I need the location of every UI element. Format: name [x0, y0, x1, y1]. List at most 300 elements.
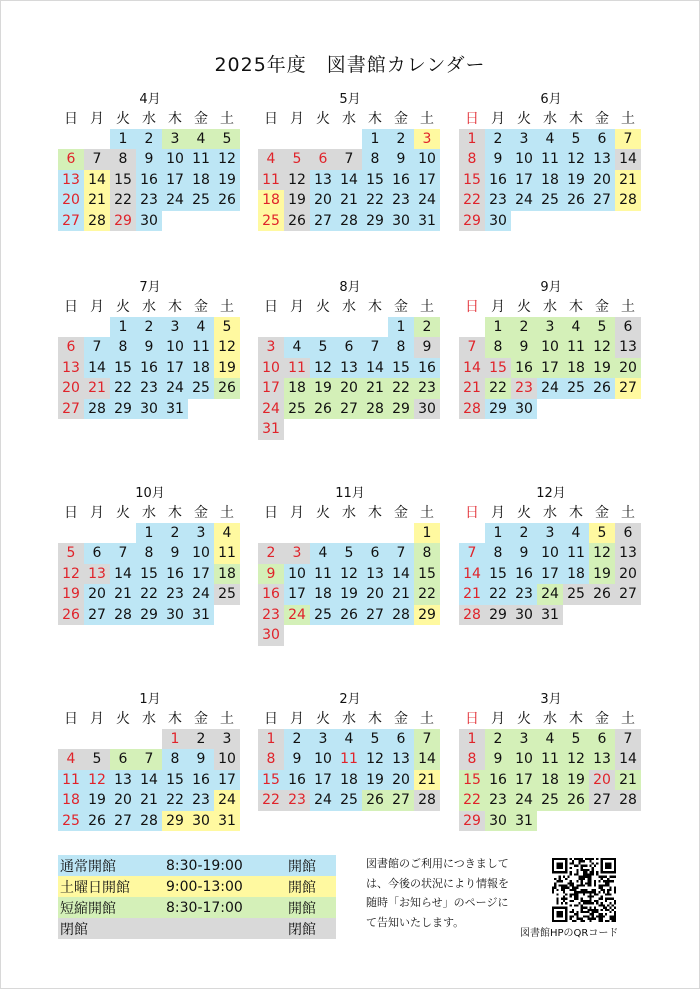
day-cell: 8	[485, 337, 511, 358]
day-cell: 1	[110, 317, 136, 338]
day-cell: 2	[485, 129, 511, 150]
day-cell: 19	[214, 358, 240, 379]
month-calendar	[258, 92, 440, 231]
day-cell: 17	[162, 358, 188, 379]
day-cell: 3	[537, 317, 563, 338]
weekday-header: 日	[465, 299, 479, 316]
month-grid	[258, 708, 440, 811]
notice-line: は、今後の状況により情報を	[366, 876, 509, 890]
day-cell: 24	[310, 790, 336, 811]
day-cell: 19	[284, 190, 310, 211]
day-cell: 27	[58, 399, 84, 420]
day-cell: 27	[615, 584, 641, 605]
day-cell: 21	[459, 584, 485, 605]
day-cell: 30	[511, 605, 537, 626]
empty-cell	[84, 129, 110, 150]
day-cell: 30	[485, 211, 511, 232]
weekday-header: 月	[290, 505, 304, 522]
day-cell: 4	[563, 317, 589, 338]
day-cell: 24	[258, 399, 284, 420]
day-cell: 12	[589, 543, 615, 564]
day-cell: 20	[58, 378, 84, 399]
day-cell: 29	[110, 399, 136, 420]
day-cell: 12	[589, 337, 615, 358]
day-cell: 5	[362, 729, 388, 750]
day-cell: 9	[188, 749, 214, 770]
day-cell: 26	[214, 190, 240, 211]
day-cell: 1	[110, 129, 136, 150]
day-cell: 25	[563, 584, 589, 605]
empty-cell	[58, 317, 84, 338]
empty-cell	[136, 729, 162, 750]
weekday-header: 日	[64, 711, 78, 728]
day-cell: 3	[188, 523, 214, 544]
day-cell: 7	[388, 543, 414, 564]
month-grid	[459, 108, 641, 231]
day-cell: 16	[388, 170, 414, 191]
day-cell: 6	[615, 317, 641, 338]
day-cell: 10	[188, 543, 214, 564]
day-cell: 22	[485, 378, 511, 399]
day-cell: 26	[284, 211, 310, 232]
day-cell: 28	[414, 790, 440, 811]
day-cell: 1	[414, 523, 440, 544]
month-title: 9月	[540, 280, 562, 295]
day-cell: 1	[388, 317, 414, 338]
day-cell: 10	[310, 749, 336, 770]
day-cell: 5	[563, 729, 589, 750]
empty-cell	[362, 523, 388, 544]
day-cell: 6	[388, 729, 414, 750]
day-cell: 2	[284, 729, 310, 750]
day-cell: 27	[589, 190, 615, 211]
weekday-header: 月	[491, 505, 505, 522]
day-cell: 25	[258, 211, 284, 232]
weekday-header: 金	[394, 111, 408, 128]
day-cell: 13	[110, 770, 136, 791]
day-cell: 18	[284, 378, 310, 399]
day-cell: 7	[414, 729, 440, 750]
weekday-header: 日	[465, 711, 479, 728]
day-cell: 5	[589, 317, 615, 338]
day-cell: 19	[589, 564, 615, 585]
weekday-header: 日	[465, 111, 479, 128]
day-cell: 6	[615, 523, 641, 544]
day-cell: 20	[615, 564, 641, 585]
legend-row-regular	[58, 855, 336, 876]
day-cell: 3	[511, 129, 537, 150]
day-cell: 2	[485, 729, 511, 750]
day-cell: 10	[214, 749, 240, 770]
day-cell: 28	[336, 211, 362, 232]
day-cell: 4	[310, 543, 336, 564]
weekday-header: 土	[220, 299, 234, 316]
weekday-header: 木	[168, 711, 182, 728]
day-cell: 18	[188, 358, 214, 379]
weekday-header: 水	[342, 505, 356, 522]
month-calendar	[58, 486, 240, 625]
legend-row-closed	[58, 918, 336, 939]
day-cell: 9	[284, 749, 310, 770]
day-cell: 12	[214, 337, 240, 358]
day-cell: 13	[615, 543, 641, 564]
day-cell: 26	[84, 811, 110, 832]
day-cell: 30	[511, 399, 537, 420]
day-cell: 10	[511, 749, 537, 770]
weekday-header: 火	[116, 711, 130, 728]
month-calendar	[459, 280, 641, 419]
day-cell: 20	[84, 584, 110, 605]
day-cell: 19	[362, 770, 388, 791]
day-cell: 22	[258, 790, 284, 811]
empty-cell	[110, 523, 136, 544]
day-cell: 30	[162, 605, 188, 626]
weekday-header: 土	[621, 711, 635, 728]
day-cell: 13	[310, 170, 336, 191]
month-calendar	[459, 92, 641, 231]
month-grid	[459, 296, 641, 419]
day-cell: 2	[258, 543, 284, 564]
day-cell: 7	[110, 543, 136, 564]
day-cell: 14	[615, 749, 641, 770]
day-cell: 9	[485, 749, 511, 770]
day-cell: 23	[162, 584, 188, 605]
day-cell: 13	[58, 170, 84, 191]
day-cell: 21	[84, 378, 110, 399]
day-cell: 8	[414, 543, 440, 564]
day-cell: 28	[615, 790, 641, 811]
month-title: 10月	[135, 486, 165, 501]
day-cell: 22	[110, 378, 136, 399]
day-cell: 27	[388, 790, 414, 811]
day-cell: 17	[188, 564, 214, 585]
day-cell: 13	[589, 749, 615, 770]
day-cell: 30	[388, 211, 414, 232]
day-cell: 14	[362, 358, 388, 379]
day-cell: 11	[258, 170, 284, 191]
day-cell: 26	[362, 790, 388, 811]
day-cell: 12	[310, 358, 336, 379]
day-cell: 2	[162, 523, 188, 544]
day-cell: 23	[136, 190, 162, 211]
day-cell: 20	[310, 190, 336, 211]
day-cell: 22	[362, 190, 388, 211]
empty-cell	[336, 317, 362, 338]
weekday-header: 土	[220, 111, 234, 128]
weekday-header: 火	[316, 299, 330, 316]
weekday-header: 火	[316, 711, 330, 728]
empty-cell	[110, 729, 136, 750]
day-cell: 5	[58, 543, 84, 564]
day-cell: 28	[615, 190, 641, 211]
day-cell: 21	[136, 790, 162, 811]
day-cell: 23	[511, 584, 537, 605]
day-cell: 21	[414, 770, 440, 791]
day-cell: 9	[414, 337, 440, 358]
day-cell: 25	[214, 584, 240, 605]
day-cell: 7	[459, 337, 485, 358]
weekday-header: 金	[194, 111, 208, 128]
day-cell: 9	[136, 149, 162, 170]
weekday-header: 日	[264, 299, 278, 316]
month-title: 4月	[139, 92, 161, 107]
weekday-header: 日	[64, 299, 78, 316]
day-cell: 17	[214, 770, 240, 791]
empty-cell	[284, 129, 310, 150]
day-cell: 15	[388, 358, 414, 379]
day-cell: 16	[511, 358, 537, 379]
weekday-header: 月	[290, 299, 304, 316]
qr-code-icon[interactable]	[552, 858, 616, 922]
day-cell: 10	[537, 337, 563, 358]
day-cell: 13	[388, 749, 414, 770]
month-grid	[58, 108, 240, 231]
weekday-header: 金	[595, 111, 609, 128]
weekday-header: 火	[517, 111, 531, 128]
day-cell: 11	[537, 149, 563, 170]
weekday-header: 火	[517, 505, 531, 522]
day-cell: 21	[459, 378, 485, 399]
day-cell: 25	[537, 190, 563, 211]
day-cell: 27	[110, 811, 136, 832]
weekday-header: 月	[90, 111, 104, 128]
month-calendar	[58, 280, 240, 419]
day-cell: 16	[188, 770, 214, 791]
weekday-header: 土	[621, 111, 635, 128]
day-cell: 2	[136, 317, 162, 338]
day-cell: 4	[537, 129, 563, 150]
day-cell: 6	[310, 149, 336, 170]
weekday-header: 水	[142, 299, 156, 316]
day-cell: 25	[537, 790, 563, 811]
day-cell: 8	[136, 543, 162, 564]
day-cell: 18	[188, 170, 214, 191]
day-cell: 8	[162, 749, 188, 770]
weekday-header: 水	[543, 505, 557, 522]
day-cell: 27	[58, 211, 84, 232]
day-cell: 6	[58, 149, 84, 170]
weekday-header: 月	[491, 299, 505, 316]
day-cell: 31	[162, 399, 188, 420]
day-cell: 2	[414, 317, 440, 338]
day-cell: 5	[84, 749, 110, 770]
day-cell: 25	[58, 811, 84, 832]
day-cell: 29	[414, 605, 440, 626]
day-cell: 15	[258, 770, 284, 791]
day-cell: 11	[58, 770, 84, 791]
month-title: 11月	[335, 486, 365, 501]
day-cell: 7	[615, 129, 641, 150]
empty-cell	[336, 129, 362, 150]
day-cell: 5	[589, 523, 615, 544]
empty-cell	[258, 129, 284, 150]
month-title: 7月	[139, 280, 161, 295]
calendar-title: 2025年度 図書館カレンダー	[214, 54, 486, 76]
weekday-header: 土	[220, 505, 234, 522]
day-cell: 25	[284, 399, 310, 420]
day-cell: 28	[362, 399, 388, 420]
day-cell: 24	[511, 190, 537, 211]
month-calendar	[459, 486, 641, 625]
day-cell: 27	[589, 790, 615, 811]
day-cell: 4	[537, 729, 563, 750]
day-cell: 15	[485, 358, 511, 379]
day-cell: 18	[563, 358, 589, 379]
weekday-header: 水	[342, 711, 356, 728]
day-cell: 6	[336, 337, 362, 358]
day-cell: 12	[336, 564, 362, 585]
day-cell: 10	[414, 149, 440, 170]
day-cell: 9	[485, 149, 511, 170]
day-cell: 17	[511, 170, 537, 191]
day-cell: 23	[284, 790, 310, 811]
legend-status: 開館	[288, 900, 316, 917]
weekday-header: 木	[569, 111, 583, 128]
empty-cell	[284, 317, 310, 338]
day-cell: 17	[511, 770, 537, 791]
day-cell: 6	[589, 729, 615, 750]
day-cell: 17	[162, 170, 188, 191]
month-calendar	[258, 692, 440, 811]
day-cell: 15	[485, 564, 511, 585]
day-cell: 24	[284, 605, 310, 626]
day-cell: 29	[136, 605, 162, 626]
day-cell: 30	[136, 211, 162, 232]
weekday-header: 金	[394, 299, 408, 316]
day-cell: 30	[414, 399, 440, 420]
month-title: 2月	[339, 692, 361, 707]
day-cell: 21	[615, 170, 641, 191]
legend-status: 開館	[288, 879, 316, 896]
day-cell: 12	[84, 770, 110, 791]
day-cell: 24	[162, 378, 188, 399]
day-cell: 7	[84, 149, 110, 170]
weekday-header: 月	[90, 505, 104, 522]
day-cell: 28	[136, 811, 162, 832]
day-cell: 17	[414, 170, 440, 191]
day-cell: 12	[563, 749, 589, 770]
day-cell: 22	[388, 378, 414, 399]
day-cell: 22	[162, 790, 188, 811]
day-cell: 19	[58, 584, 84, 605]
day-cell: 4	[214, 523, 240, 544]
month-title: 3月	[540, 692, 562, 707]
weekday-header: 火	[116, 505, 130, 522]
day-cell: 14	[615, 149, 641, 170]
day-cell: 17	[537, 358, 563, 379]
day-cell: 22	[136, 584, 162, 605]
day-cell: 8	[459, 149, 485, 170]
day-cell: 26	[58, 605, 84, 626]
day-cell: 21	[336, 190, 362, 211]
weekday-header: 火	[116, 299, 130, 316]
month-grid	[58, 502, 240, 625]
day-cell: 31	[214, 811, 240, 832]
day-cell: 2	[136, 129, 162, 150]
day-cell: 31	[537, 605, 563, 626]
day-cell: 26	[589, 378, 615, 399]
day-cell: 14	[459, 358, 485, 379]
day-cell: 3	[162, 129, 188, 150]
month-title: 12月	[536, 486, 566, 501]
day-cell: 20	[589, 170, 615, 191]
day-cell: 23	[511, 378, 537, 399]
day-cell: 30	[258, 625, 284, 646]
month-grid	[58, 296, 240, 419]
day-cell: 31	[414, 211, 440, 232]
day-cell: 27	[615, 378, 641, 399]
day-cell: 8	[258, 749, 284, 770]
day-cell: 19	[589, 358, 615, 379]
day-cell: 24	[537, 378, 563, 399]
day-cell: 31	[511, 811, 537, 832]
day-cell: 27	[362, 605, 388, 626]
day-cell: 3	[214, 729, 240, 750]
day-cell: 31	[188, 605, 214, 626]
day-cell: 20	[388, 770, 414, 791]
day-cell: 15	[136, 564, 162, 585]
day-cell: 19	[563, 770, 589, 791]
day-cell: 3	[310, 729, 336, 750]
day-cell: 26	[214, 378, 240, 399]
day-cell: 29	[162, 811, 188, 832]
day-cell: 5	[214, 317, 240, 338]
weekday-header: 日	[264, 505, 278, 522]
day-cell: 24	[414, 190, 440, 211]
day-cell: 28	[388, 605, 414, 626]
weekday-header: 火	[517, 711, 531, 728]
day-cell: 14	[136, 770, 162, 791]
weekday-header: 木	[168, 111, 182, 128]
day-cell: 11	[563, 543, 589, 564]
day-cell: 8	[388, 337, 414, 358]
weekday-header: 土	[420, 299, 434, 316]
day-cell: 7	[362, 337, 388, 358]
day-cell: 9	[162, 543, 188, 564]
empty-cell	[310, 317, 336, 338]
legend-hours: 9:00-13:00	[166, 878, 243, 895]
day-cell: 8	[110, 337, 136, 358]
day-cell: 6	[58, 337, 84, 358]
day-cell: 18	[310, 584, 336, 605]
notice-line: て告知いたします。	[366, 915, 465, 929]
day-cell: 10	[537, 543, 563, 564]
day-cell: 1	[485, 523, 511, 544]
weekday-header: 月	[491, 711, 505, 728]
weekday-header: 日	[264, 111, 278, 128]
day-cell: 11	[310, 564, 336, 585]
day-cell: 16	[485, 170, 511, 191]
day-cell: 21	[110, 584, 136, 605]
day-cell: 25	[563, 378, 589, 399]
empty-cell	[84, 317, 110, 338]
day-cell: 4	[336, 729, 362, 750]
weekday-header: 金	[394, 505, 408, 522]
day-cell: 8	[110, 149, 136, 170]
day-cell: 13	[336, 358, 362, 379]
day-cell: 12	[563, 149, 589, 170]
day-cell: 16	[136, 170, 162, 191]
day-cell: 22	[414, 584, 440, 605]
day-cell: 16	[136, 358, 162, 379]
weekday-header: 金	[595, 711, 609, 728]
day-cell: 23	[388, 190, 414, 211]
legend-status: 閉館	[288, 921, 316, 938]
weekday-header: 木	[368, 711, 382, 728]
weekday-header: 金	[595, 505, 609, 522]
day-cell: 7	[84, 337, 110, 358]
weekday-header: 水	[342, 299, 356, 316]
